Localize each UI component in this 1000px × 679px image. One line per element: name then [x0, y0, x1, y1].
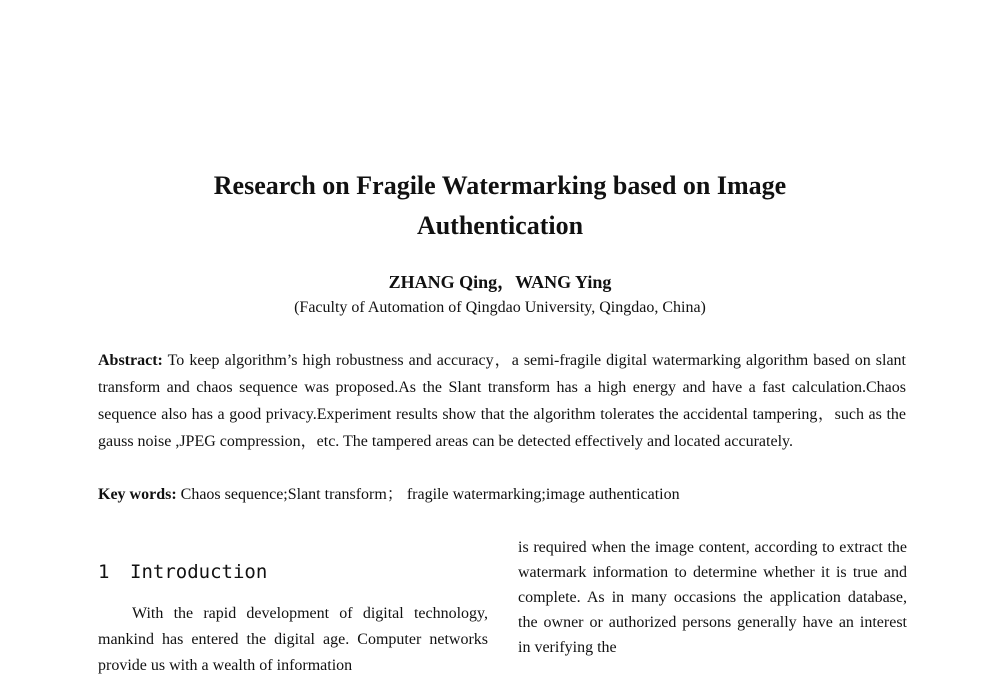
keywords	[98, 483, 906, 507]
abstract-text: To keep algorithm’s high robustness and accuracy，a semi-fragile digital watermarking algorithm based on slant transform and chaos sequence was proposed.As the Slant transform has a high energy and have a fast calculation.Chaos sequence also has a good privacy.Experiment results show that the algorithm tolerates the accidental tampering，such as the gauss noise ,JPEG compression，etc. The tampered areas can be detected effectively and located accurately.	[98, 352, 907, 450]
paper-title	[100, 166, 900, 246]
affiliation: (Faculty of Automation of Qingdao University, Qingdao, China)	[294, 299, 706, 316]
keywords-text: Chaos sequence;Slant transform； fragile watermarking;image authentication	[180, 486, 680, 503]
right-column-paragraph: is required when the image content, according to extract the watermark information to determine whether it is true and complete. As in many occasions the application database, the owner or authorized persons generally have an interest in verifying the	[518, 539, 907, 656]
section-heading-introduction	[98, 558, 488, 586]
title-line-1: Research on Fragile Watermarking based on Image	[213, 171, 787, 200]
title-line-2: Authentication	[416, 211, 584, 240]
abstract	[98, 347, 906, 455]
section-title: Introduction	[130, 561, 268, 583]
left-column-paragraph: With the rapid development of digital technology, mankind has entered the digital age. Computer networks provide us with a wealth of information	[98, 605, 488, 674]
keywords-label: Key words:	[98, 486, 177, 503]
authors: ZHANG Qing，WANG Ying	[388, 272, 612, 292]
abstract-label: Abstract:	[98, 352, 163, 369]
section-number: 1	[98, 561, 110, 583]
